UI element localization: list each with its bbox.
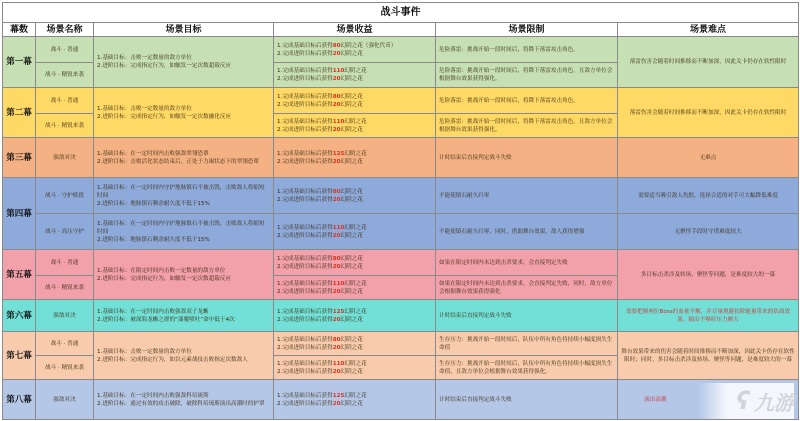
reward-amount: 20 <box>332 344 341 351</box>
scene-name: 强敌对决 <box>36 380 94 420</box>
reward-text: 幻阴之花 <box>340 50 363 57</box>
reward-text: 1.完成基础目标后获得 <box>277 42 333 49</box>
reward-text: 2.完成进阶目标后获得 <box>277 50 333 57</box>
scene-reward <box>274 332 436 356</box>
reward-line <box>277 93 432 101</box>
reward-text: 幻阴之花 <box>340 263 363 270</box>
reward-text: 2.完成进阶目标后获得 <box>277 232 333 239</box>
reward-amount: 110 <box>332 224 345 231</box>
reward-line <box>277 288 432 296</box>
reward-amount: 125 <box>332 308 345 315</box>
text-line: 1.基础目标：在一定时间内守护地脉镇石不被击毁，击败敌人将缩短时间 <box>97 184 265 199</box>
scene-goal <box>94 178 274 214</box>
reward-text: 2.完成进阶目标后获得 <box>277 288 333 295</box>
scene-reward <box>274 250 436 276</box>
reward-amount: 20 <box>332 400 341 407</box>
reward-text: 幻阴之花 <box>340 344 363 351</box>
reward-text: 2.完成进阶目标后获得 <box>277 126 333 133</box>
reward-line <box>277 196 432 204</box>
reward-line <box>277 400 432 408</box>
reward-amount: 20 <box>332 232 341 239</box>
reward-text: 幻阴之花（强化代币） <box>340 42 397 49</box>
reward-amount: 80 <box>332 188 341 195</box>
scene-limit: 危险落雷：挑战开始一段时间后，将降下落雷攻击角色。且敌方单位会根据舞台效果获得强化。 <box>436 114 618 138</box>
scene-reward <box>274 356 436 380</box>
reward-text: 1.完成基础目标后获得 <box>277 336 333 343</box>
reward-line <box>277 344 432 352</box>
reward-line <box>277 158 432 166</box>
table-row <box>3 332 799 356</box>
reward-line <box>277 360 432 368</box>
text-line: 1.基础目标：击败一定数量的敌方单位 <box>97 348 192 355</box>
scene-limit: 危险落雷：挑战开始一段时间后，将降下落雷攻击角色。 <box>436 88 618 114</box>
watermark-text: 九游 <box>754 390 794 415</box>
scene-name: 强敌对决 <box>36 300 94 332</box>
reward-text: 幻阴之花 <box>340 196 363 203</box>
scene-goal <box>94 300 274 332</box>
scene-name: 战斗 · 普通 <box>36 332 94 356</box>
reward-amount: 80 <box>332 93 341 100</box>
text-line: 2.进阶目标：通过有效的攻击破除，破除科培琉斯演出高潮时的护罩 <box>97 400 265 407</box>
reward-amount: 20 <box>332 196 341 203</box>
act-label: 第七幕 <box>3 332 36 380</box>
reward-text: 幻阴之花 <box>340 255 363 262</box>
table-row <box>3 138 799 178</box>
text-line: 2.进阶目标：地脉镇石剩余耐久度不低于15% <box>97 200 210 207</box>
header-scene-limit: 场景限制 <box>436 23 618 37</box>
header-scene-goal: 场景目标 <box>94 23 274 37</box>
reward-line <box>277 316 432 324</box>
scene-difficulty: 演出高潮 <box>618 380 799 420</box>
reward-text: 幻阴之花 <box>344 68 367 74</box>
reward-amount: 20 <box>332 50 341 57</box>
table-row <box>3 37 799 63</box>
text-line: 1.基础目标：在限定时间内击败一定数量的敌方单位 <box>97 267 226 274</box>
reward-text: 1.完成基础目标后获得 <box>277 93 333 100</box>
scene-difficulty: 落雷伤害会随着时间推移而不断加深，因此关卡仍存在软性限时 <box>618 37 799 88</box>
reward-amount: 80 <box>332 336 341 343</box>
scene-goal <box>94 380 274 420</box>
scene-goal <box>94 250 274 300</box>
scene-limit: 危险落雷：挑战开始一段时间后，将降下落雷攻击角色。且敌方单位会根据舞台效果获得强化。 <box>436 63 618 88</box>
reward-amount: 110 <box>332 118 345 125</box>
scene-difficulty: 落雷伤害会随着时间推移而不断加深，因此关卡仍存在软性限时 <box>618 88 799 138</box>
text-line: 1.基础目标：在一定时间内击败强敌翠翎恐蕈 <box>97 150 209 157</box>
reward-text: 1.完成基础目标后获得 <box>277 360 333 367</box>
scene-limit: 如果在限定时间内未达到击杀要求，会直接判定失败，同时，敌方单位会根据舞台效果获得强化 <box>436 276 618 300</box>
reward-text: 幻阴之花 <box>340 158 363 165</box>
reward-amount: 110 <box>332 68 345 74</box>
reward-amount: 20 <box>332 263 341 270</box>
text-line: 2.进阶目标：完成指定行为，如触发一定次数超载反应 <box>97 275 231 282</box>
act-label: 第八幕 <box>3 380 36 420</box>
scene-reward <box>274 88 436 114</box>
logo-icon: ʕ <box>736 387 750 415</box>
reward-text: 幻阴之花 <box>340 336 363 343</box>
reward-text: 幻阴之花 <box>344 280 367 287</box>
reward-line <box>277 118 432 126</box>
scene-difficulty: 无聚怪手段时守塔难度较大 <box>618 214 799 250</box>
reward-text: 1.完成基础目标后获得 <box>277 68 333 74</box>
reward-text: 2.完成进阶目标后获得 <box>277 316 333 323</box>
scene-limit: 生存压力：挑战开始一段时间后，队伍中所有角色将持续小幅度损失生命值 <box>436 332 618 356</box>
act-label: 第三幕 <box>3 138 36 178</box>
reward-amount: 20 <box>332 158 341 165</box>
reward-amount: 20 <box>332 76 341 82</box>
act-label: 第五幕 <box>3 250 36 300</box>
reward-text: 2.完成进阶目标后获得 <box>277 368 333 375</box>
scene-name: 战斗 · 普通 <box>36 37 94 63</box>
reward-text: 1.完成基础目标后获得 <box>277 392 333 399</box>
scene-reward <box>274 178 436 214</box>
reward-text: 幻阴之花 <box>340 126 363 133</box>
scene-goal <box>94 37 274 88</box>
reward-text: 幻阴之花 <box>344 118 367 125</box>
scene-name: 战斗 · 高压守护 <box>36 214 94 250</box>
header-scene-difficulty: 场景难点 <box>618 23 799 37</box>
scene-goal <box>94 332 274 380</box>
table-row <box>3 178 799 214</box>
reward-line <box>277 308 432 316</box>
text-line: 1.基础目标：在一定时间内守护地脉镇石不被击毁，击败敌人将缩短时间 <box>97 220 265 235</box>
reward-text: 1.完成基础目标后获得 <box>277 255 333 262</box>
scene-reward <box>274 37 436 63</box>
scene-limit: 不能使镇石耐久归零 <box>436 178 618 214</box>
scene-name: 战斗 · 精锐来袭 <box>36 276 94 300</box>
scene-difficulty: 舞台效果带来的伤害会随着时间推移而不断加深，因此关卡仍存在软性限时；同时，多目标击杀涉及转场、聚怪等问题，是难度较大的一幕 <box>618 332 799 380</box>
reward-text: 幻阴之花 <box>344 224 367 231</box>
text-line: 1.基础目标：击败一定数量的敌方单位 <box>97 55 192 61</box>
scene-reward <box>274 114 436 138</box>
header-act: 幕数 <box>3 23 36 37</box>
reward-line <box>277 188 432 196</box>
scene-name: 战斗 · 精锐来袭 <box>36 356 94 380</box>
reward-line <box>277 150 432 158</box>
reward-line <box>277 280 432 288</box>
reward-text: 幻阴之花 <box>340 316 363 323</box>
reward-text: 幻阴之花 <box>340 188 363 195</box>
reward-line <box>277 101 432 109</box>
reward-text: 幻阴之花 <box>344 150 367 157</box>
scene-limit: 不能使镇石耐久归零，同时，借助舞台效果，敌人获得增强 <box>436 214 618 250</box>
table-row <box>3 88 799 114</box>
table-row <box>3 214 799 250</box>
reward-line <box>277 336 432 344</box>
reward-text: 幻阴之花 <box>340 76 363 82</box>
reward-text: 2.完成进阶目标后获得 <box>277 400 333 407</box>
reward-amount: 20 <box>332 288 341 295</box>
text-line: 1.基础目标：在一定时间内击败强敌双子龙蜥 <box>97 308 209 315</box>
table-row <box>3 300 799 332</box>
text-line: 2.进阶目标：被深海龙蜥之群的“漆魔喷吐”命中低于4次 <box>97 316 235 323</box>
reward-text: 1.完成基础目标后获得 <box>277 280 333 287</box>
reward-text: 1.完成基础目标后获得 <box>277 118 333 125</box>
reward-amount: 20 <box>332 101 341 108</box>
header-row <box>3 23 799 37</box>
reward-line <box>277 67 432 75</box>
scene-difficulty: 多目标击杀涉及转场、聚怪等问题，是难度较大的一幕 <box>618 250 799 300</box>
scene-difficulty: 无难点 <box>618 138 799 178</box>
scene-name: 战斗 · 普通 <box>36 88 94 114</box>
header-scene-reward: 场景收益 <box>274 23 436 37</box>
act-label: 第六幕 <box>3 300 36 332</box>
text-line: 1.基础目标：击败一定数量的敌方单位 <box>97 105 192 112</box>
scene-reward <box>274 300 436 332</box>
scene-limit: 如果在限定时间内未达到击杀要求，会直接判定失败 <box>436 250 618 276</box>
scene-reward <box>274 63 436 88</box>
watermark-logo <box>698 383 794 419</box>
scene-difficulty: 需要适当吸引敌人仇恨，选择合适的对手可大幅降低难度 <box>618 178 799 214</box>
reward-amount: 80 <box>332 255 341 262</box>
reward-text: 2.完成进阶目标后获得 <box>277 76 333 82</box>
scene-reward <box>274 276 436 300</box>
reward-text: 1.完成基础目标后获得 <box>277 224 333 231</box>
reward-line <box>277 368 432 376</box>
reward-line <box>277 126 432 134</box>
scene-limit: 生存压力：挑战开始一段时间后，队伍中所有角色将持续小幅度损失生命值，且敌方单位会根据舞台效果获得强化。 <box>436 356 618 380</box>
scene-name: 战斗 · 精锐来袭 <box>36 63 94 88</box>
table-row <box>3 250 799 276</box>
scene-reward <box>274 138 436 178</box>
title-row <box>3 3 799 23</box>
act-label: 第一幕 <box>3 37 36 88</box>
scene-limit: 计时结束后直接判定战斗失败 <box>436 300 618 332</box>
text-line: 2.进阶目标：地脉镇石剩余耐久度不低于15% <box>97 236 210 243</box>
scene-limit: 计时结束后直接判定战斗失败 <box>436 380 618 420</box>
reward-text: 1.完成基础目标后获得 <box>277 150 333 157</box>
reward-text: 2.完成进阶目标后获得 <box>277 344 333 351</box>
reward-amount: 20 <box>332 316 341 323</box>
reward-amount: 125 <box>332 150 345 157</box>
reward-line <box>277 392 432 400</box>
reward-amount: 20 <box>332 368 341 375</box>
reward-line <box>277 224 432 232</box>
text-line: 2.进阶目标：完成指定行为，如以元素战技击败指定次数敌人 <box>97 356 248 363</box>
reward-line <box>277 263 432 271</box>
act-label: 第四幕 <box>3 178 36 250</box>
reward-amount: 80 <box>332 42 341 49</box>
act-label: 第二幕 <box>3 88 36 138</box>
scene-name: 战斗 · 精锐来袭 <box>36 114 94 138</box>
scene-goal <box>94 214 274 250</box>
scene-name: 战斗 · 普通 <box>36 250 94 276</box>
reward-amount: 110 <box>332 280 345 287</box>
scene-reward <box>274 214 436 250</box>
reward-text: 幻阴之花 <box>340 400 363 407</box>
reward-amount: 125 <box>332 392 345 399</box>
reward-text: 幻阴之花 <box>340 232 363 239</box>
scene-difficulty: 需要把握两位Boss的血量平衡，并尽量规避扣除能量带来的负面效果，输出不够时压力颇大 <box>618 300 799 332</box>
table-row <box>3 380 799 420</box>
reward-line <box>277 42 432 50</box>
text-line: 1.基础目标：在一定时间内击败强敌科培琉斯 <box>97 392 209 399</box>
scene-limit: 危险落雷：挑战开始一段时间后，将降下落雷攻击角色。 <box>436 37 618 63</box>
text-line: 2.进阶目标：击败活化状态结束后，正处于力竭状态下的翠翎恐蕈 <box>97 158 259 165</box>
reward-text: 幻阴之花 <box>344 392 367 399</box>
reward-text: 幻阴之花 <box>340 368 363 375</box>
reward-text: 幻阴之花 <box>340 101 363 108</box>
reward-text: 幻阴之花 <box>344 308 367 315</box>
scene-goal <box>94 138 274 178</box>
reward-line <box>277 50 432 58</box>
scene-limit: 计时结束后直接判定战斗失败 <box>436 138 618 178</box>
text-line: 2.进阶目标：完成指定行为，如触发一定次数融化反应 <box>97 113 231 120</box>
scene-reward <box>274 380 436 420</box>
scene-name: 强敌对决 <box>36 138 94 178</box>
reward-line <box>277 255 432 263</box>
reward-text: 1.完成基础目标后获得 <box>277 188 333 195</box>
reward-line <box>277 75 432 83</box>
header-scene-name: 场景名称 <box>36 23 94 37</box>
reward-text: 幻阴之花 <box>344 360 367 367</box>
reward-text: 2.完成进阶目标后获得 <box>277 196 333 203</box>
reward-amount: 110 <box>332 360 345 367</box>
reward-text: 2.完成进阶目标后获得 <box>277 263 333 270</box>
reward-text: 2.完成进阶目标后获得 <box>277 101 333 108</box>
scene-goal <box>94 88 274 138</box>
scene-name: 战斗 · 守护桥段 <box>36 178 94 214</box>
reward-text: 幻阴之花 <box>340 288 363 295</box>
battle-events-table <box>2 2 799 420</box>
reward-line <box>277 232 432 240</box>
reward-text: 2.完成进阶目标后获得 <box>277 158 333 165</box>
text-line: 2.进阶目标：完成指定行为，如触发一定次数超载反应 <box>97 63 231 69</box>
table-title: 战斗事件 <box>3 3 799 23</box>
reward-amount: 20 <box>332 126 341 133</box>
reward-text: 1.完成基础目标后获得 <box>277 308 333 315</box>
reward-text: 幻阴之花 <box>340 93 363 100</box>
